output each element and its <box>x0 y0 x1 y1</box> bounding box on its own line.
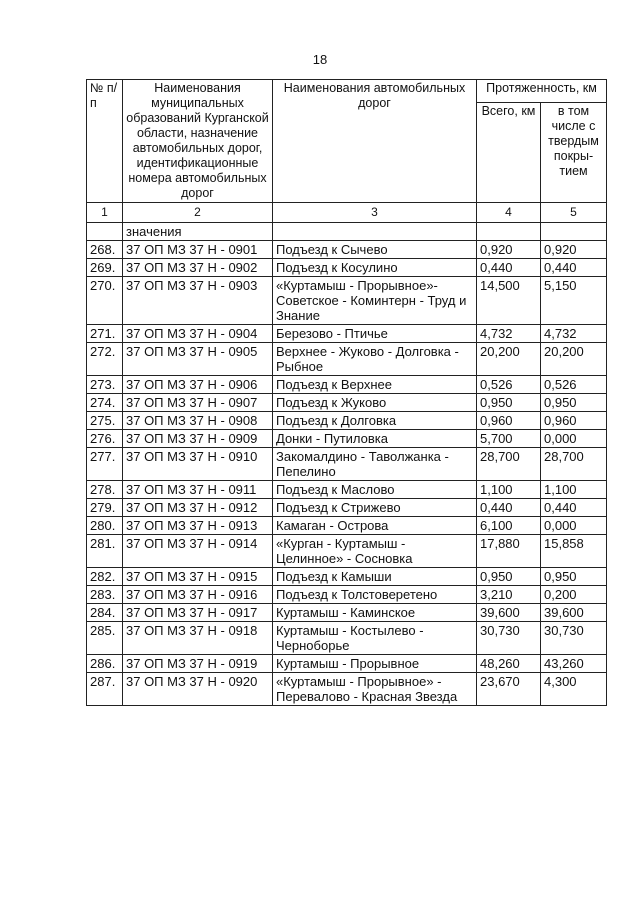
road-name: Подъезд к Стрижево <box>273 499 477 517</box>
road-id: 37 ОП МЗ 37 Н - 0903 <box>123 277 273 325</box>
table-row <box>87 343 607 376</box>
table-row <box>87 604 607 622</box>
length-hard-surface: 43,260 <box>541 655 607 673</box>
length-hard-surface: 0,440 <box>541 499 607 517</box>
header-municipality: Наименования муниципальных образований Курганской области, назначение автомобильных дорог, идентификационные номера автомобильных дорог <box>123 80 273 203</box>
row-number: 281. <box>87 535 123 568</box>
length-hard-surface: 4,732 <box>541 325 607 343</box>
length-hard-surface: 0,526 <box>541 376 607 394</box>
row-number: 280. <box>87 517 123 535</box>
length-hard-surface: 20,200 <box>541 343 607 376</box>
table-row <box>87 259 607 277</box>
road-id: 37 ОП МЗ 37 Н - 0913 <box>123 517 273 535</box>
road-id: 37 ОП МЗ 37 Н - 0907 <box>123 394 273 412</box>
road-id: 37 ОП МЗ 37 Н - 0910 <box>123 448 273 481</box>
header-road-name: Наименования автомобильных дорог <box>273 80 477 203</box>
length-hard-surface: 39,600 <box>541 604 607 622</box>
row-number: 268. <box>87 241 123 259</box>
row-number: 271. <box>87 325 123 343</box>
table-row <box>87 655 607 673</box>
table-row <box>87 376 607 394</box>
road-id: 37 ОП МЗ 37 Н - 0916 <box>123 586 273 604</box>
row-number: 275. <box>87 412 123 430</box>
road-id: 37 ОП МЗ 37 Н - 0919 <box>123 655 273 673</box>
header-total: Всего, км <box>477 103 541 203</box>
road-name: Подъезд к Жуково <box>273 394 477 412</box>
length-hard-surface: 0,440 <box>541 259 607 277</box>
empty-cell <box>541 223 607 241</box>
length-total: 6,100 <box>477 517 541 535</box>
length-hard-surface: 30,730 <box>541 622 607 655</box>
length-hard-surface: 28,700 <box>541 448 607 481</box>
road-id: 37 ОП МЗ 37 Н - 0906 <box>123 376 273 394</box>
table-row <box>87 325 607 343</box>
table-row <box>87 517 607 535</box>
road-id: 37 ОП МЗ 37 Н - 0912 <box>123 499 273 517</box>
road-name: «Куртамыш - Прорывное»-Советское - Коминтерн - Труд и Знание <box>273 277 477 325</box>
length-hard-surface: 0,950 <box>541 394 607 412</box>
length-hard-surface: 0,000 <box>541 517 607 535</box>
road-name: Подъезд к Толстоверетено <box>273 586 477 604</box>
length-total: 0,526 <box>477 376 541 394</box>
road-id: 37 ОП МЗ 37 Н - 0904 <box>123 325 273 343</box>
length-total: 20,200 <box>477 343 541 376</box>
row-number: 273. <box>87 376 123 394</box>
length-hard-surface: 0,200 <box>541 586 607 604</box>
road-name: Подъезд к Косулино <box>273 259 477 277</box>
table-row <box>87 622 607 655</box>
row-number: 285. <box>87 622 123 655</box>
road-id: 37 ОП МЗ 37 Н - 0914 <box>123 535 273 568</box>
row-number: 270. <box>87 277 123 325</box>
row-number: 272. <box>87 343 123 376</box>
column-number: 4 <box>477 203 541 223</box>
table-row <box>87 448 607 481</box>
length-total: 0,920 <box>477 241 541 259</box>
length-total: 17,880 <box>477 535 541 568</box>
road-name: Подъезд к Долговка <box>273 412 477 430</box>
roads-table <box>86 79 607 706</box>
length-total: 0,440 <box>477 259 541 277</box>
section-row <box>87 223 607 241</box>
length-hard-surface: 5,150 <box>541 277 607 325</box>
header-num: № п/п <box>87 80 123 203</box>
table-row <box>87 499 607 517</box>
row-number: 283. <box>87 586 123 604</box>
column-number: 1 <box>87 203 123 223</box>
row-number: 286. <box>87 655 123 673</box>
table-row <box>87 277 607 325</box>
table-row <box>87 568 607 586</box>
road-name: Куртамыш - Костылево - Черноборье <box>273 622 477 655</box>
length-total: 28,700 <box>477 448 541 481</box>
road-name: Камаган - Острова <box>273 517 477 535</box>
column-numbers-row <box>87 203 607 223</box>
empty-cell <box>273 223 477 241</box>
length-total: 4,732 <box>477 325 541 343</box>
column-number: 3 <box>273 203 477 223</box>
road-name: Верхнее - Жуково - Долговка - Рыбное <box>273 343 477 376</box>
road-name: Березово - Птичье <box>273 325 477 343</box>
road-name: Куртамыш - Каминское <box>273 604 477 622</box>
row-number: 274. <box>87 394 123 412</box>
road-name: Закомалдино - Таволжанка - Пепелино <box>273 448 477 481</box>
road-name: Подъезд к Сычево <box>273 241 477 259</box>
length-hard-surface: 0,920 <box>541 241 607 259</box>
row-number: 279. <box>87 499 123 517</box>
length-total: 0,440 <box>477 499 541 517</box>
length-hard-surface: 4,300 <box>541 673 607 706</box>
road-name: Донки - Путиловка <box>273 430 477 448</box>
length-total: 14,500 <box>477 277 541 325</box>
length-hard-surface: 15,858 <box>541 535 607 568</box>
section-label: значения <box>123 223 273 241</box>
column-number: 2 <box>123 203 273 223</box>
row-number: 287. <box>87 673 123 706</box>
road-id: 37 ОП МЗ 37 Н - 0920 <box>123 673 273 706</box>
length-total: 0,950 <box>477 568 541 586</box>
length-hard-surface: 0,000 <box>541 430 607 448</box>
length-total: 30,730 <box>477 622 541 655</box>
road-id: 37 ОП МЗ 37 Н - 0905 <box>123 343 273 376</box>
table-row <box>87 535 607 568</box>
length-total: 0,950 <box>477 394 541 412</box>
road-id: 37 ОП МЗ 37 Н - 0911 <box>123 481 273 499</box>
header-hard-surface: в том числе с твердым покры-тием <box>541 103 607 203</box>
row-number: 284. <box>87 604 123 622</box>
header-length: Протяженность, км <box>477 80 607 103</box>
length-total: 3,210 <box>477 586 541 604</box>
road-id: 37 ОП МЗ 37 Н - 0918 <box>123 622 273 655</box>
road-name: Подъезд к Верхнее <box>273 376 477 394</box>
row-number: 277. <box>87 448 123 481</box>
empty-cell <box>477 223 541 241</box>
page-number: 18 <box>312 52 328 67</box>
length-total: 48,260 <box>477 655 541 673</box>
road-id: 37 ОП МЗ 37 Н - 0915 <box>123 568 273 586</box>
row-number: 282. <box>87 568 123 586</box>
road-name: Подъезд к Камыши <box>273 568 477 586</box>
length-total: 1,100 <box>477 481 541 499</box>
length-total: 39,600 <box>477 604 541 622</box>
table-row <box>87 586 607 604</box>
table-row <box>87 412 607 430</box>
table-row <box>87 241 607 259</box>
road-name: «Куртамыш - Прорывное» - Перевалово - Красная Звезда <box>273 673 477 706</box>
empty-cell <box>87 223 123 241</box>
length-hard-surface: 1,100 <box>541 481 607 499</box>
table-row <box>87 430 607 448</box>
length-total: 0,960 <box>477 412 541 430</box>
length-hard-surface: 0,960 <box>541 412 607 430</box>
road-name: «Курган - Куртамыш - Целинное» - Сосновка <box>273 535 477 568</box>
table-row <box>87 394 607 412</box>
column-number: 5 <box>541 203 607 223</box>
road-name: Куртамыш - Прорывное <box>273 655 477 673</box>
row-number: 278. <box>87 481 123 499</box>
length-total: 5,700 <box>477 430 541 448</box>
row-number: 269. <box>87 259 123 277</box>
road-id: 37 ОП МЗ 37 Н - 0901 <box>123 241 273 259</box>
road-id: 37 ОП МЗ 37 Н - 0908 <box>123 412 273 430</box>
row-number: 276. <box>87 430 123 448</box>
road-id: 37 ОП МЗ 37 Н - 0909 <box>123 430 273 448</box>
table-row <box>87 481 607 499</box>
length-total: 23,670 <box>477 673 541 706</box>
road-name: Подъезд к Маслово <box>273 481 477 499</box>
road-id: 37 ОП МЗ 37 Н - 0902 <box>123 259 273 277</box>
road-id: 37 ОП МЗ 37 Н - 0917 <box>123 604 273 622</box>
length-hard-surface: 0,950 <box>541 568 607 586</box>
table-row <box>87 673 607 706</box>
